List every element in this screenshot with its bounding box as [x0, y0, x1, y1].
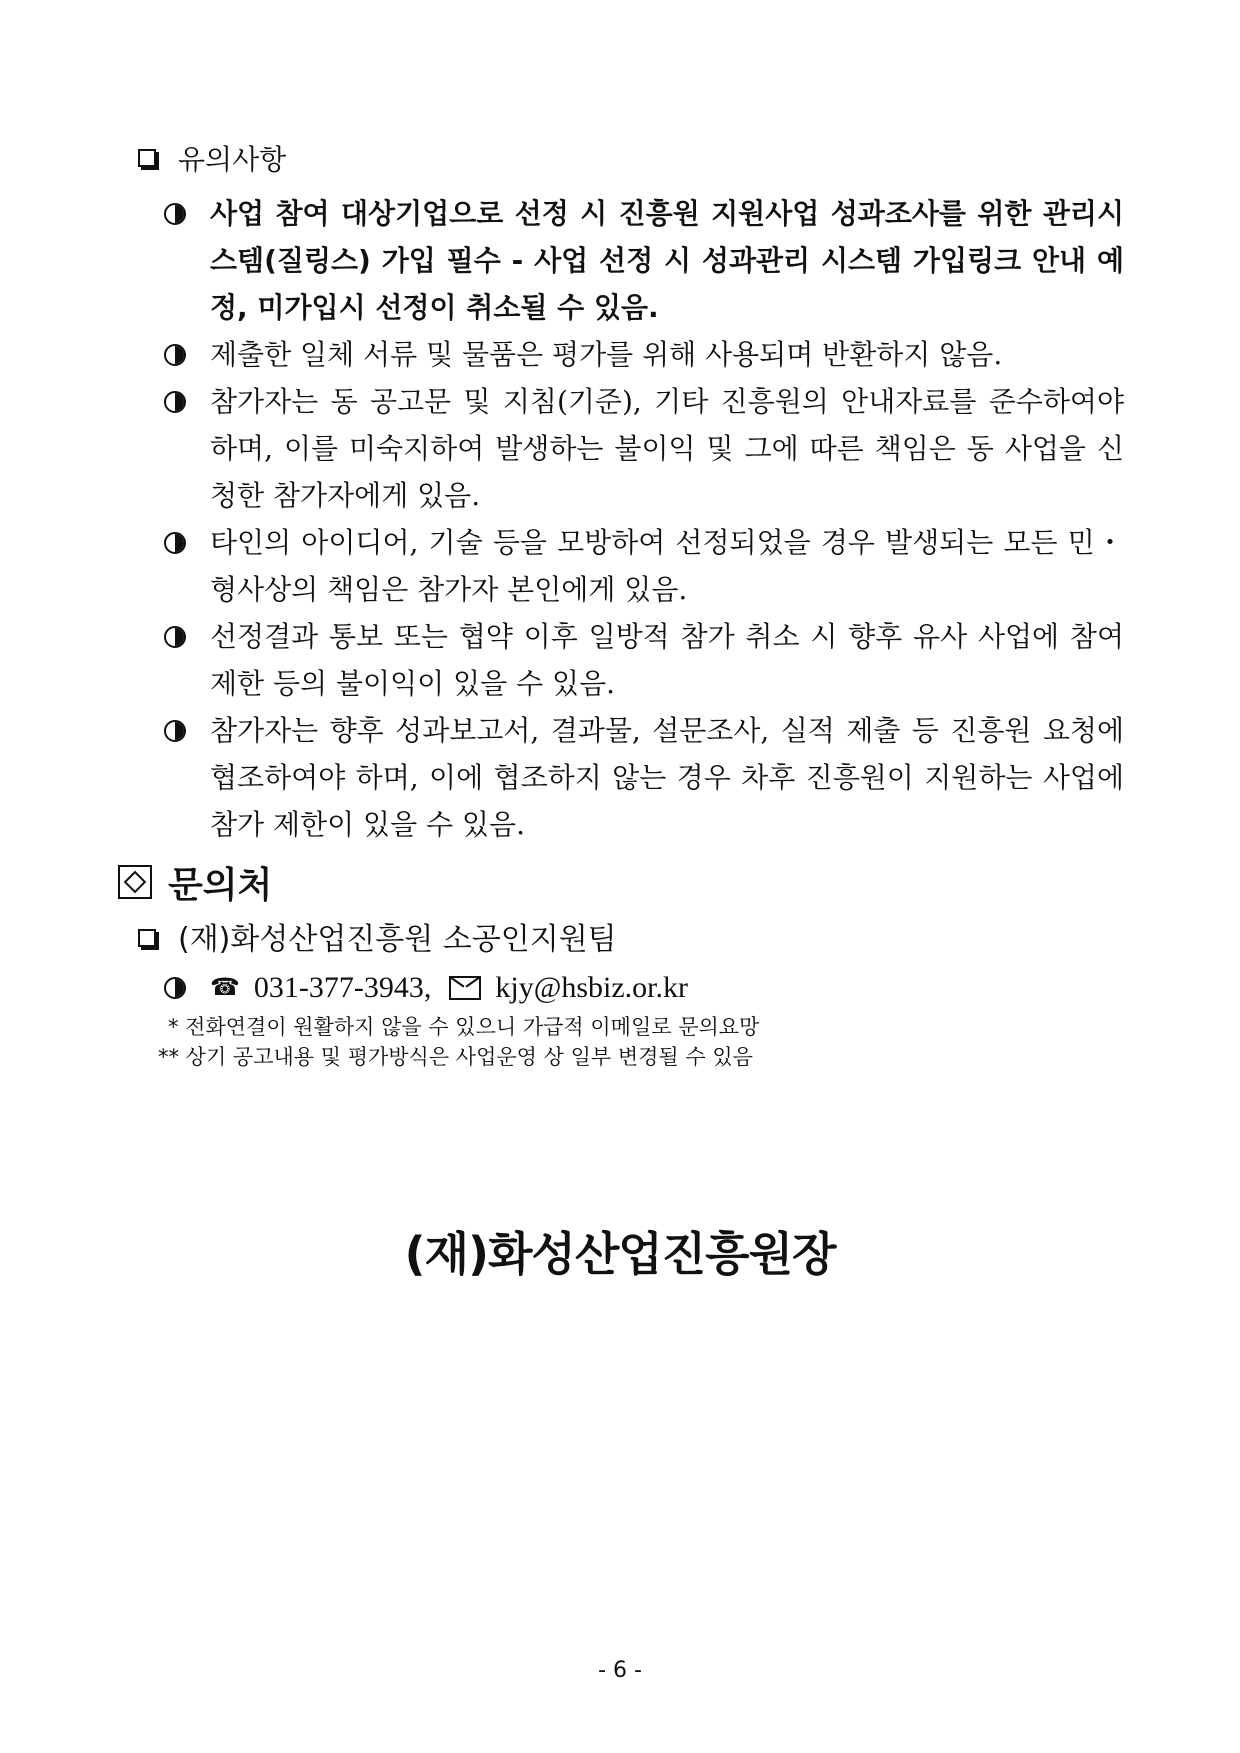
half-circle-bullet-icon — [164, 344, 186, 366]
contact-note-1: * 전화연결이 원활하지 않을 수 있으니 가급적 이메일로 문의요망 — [168, 1015, 760, 1039]
contact-heading — [118, 862, 272, 910]
list-item — [164, 707, 1124, 848]
half-circle-bullet-icon — [164, 203, 186, 225]
contact-note-2: ** 상기 공고내용 및 평가방식은 사업운영 상 일부 변경될 수 있음 — [158, 1045, 753, 1069]
square-bullet-icon — [138, 149, 156, 167]
list-item — [164, 190, 1124, 331]
square-bullet-icon — [138, 929, 156, 947]
list-item-text: 타인의 아이디어, 기술 등을 모방하여 선정되었을 경우 발생되는 모든 민・형사상의 책임은 참가자 본인에게 있음. — [210, 526, 1124, 606]
list-item — [164, 378, 1124, 519]
phone-number: 031-377-3943, — [253, 971, 432, 1004]
list-item-text: 선정결과 통보 또는 협약 이후 일방적 참가 취소 시 향후 유사 사업에 참여제한 등의 불이익이 있을 수 있음. — [210, 620, 1124, 700]
list-item-text: 사업 참여 대상기업으로 선정 시 진흥원 지원사업 성과조사를 위한 관리시스템(질링스) 가입 필수 - 사업 선정 시 성과관리 시스템 가입링크 안내 예정, 미가입시 선정이 취소될 수 있음. — [210, 197, 1124, 324]
list-item — [164, 613, 1124, 707]
signature: (재)화성산업진흥원장 — [404, 1227, 836, 1281]
envelope-icon — [449, 976, 481, 1000]
list-item — [164, 331, 1124, 378]
half-circle-bullet-icon — [164, 626, 186, 648]
contact-org — [138, 918, 617, 962]
list-item — [164, 519, 1124, 613]
half-circle-bullet-icon — [164, 977, 186, 999]
list-item-text: 참가자는 향후 성과보고서, 결과물, 설문조사, 실적 제출 등 진흥원 요청에 협조하여야 하며, 이에 협조하지 않는 경우 차후 진흥원이 지원하는 사업에 참가 제한이 있을 수 있음. — [210, 714, 1124, 841]
list-item-text: 참가자는 동 공고문 및 지침(기준), 기타 진흥원의 안내자료를 준수하여야 하며, 이를 미숙지하여 발생하는 불이익 및 그에 따른 책임은 동 사업을 신청한 참가자에게 있음. — [210, 385, 1124, 512]
org-name: (재)화성산업진흥원 소공인지원팀 — [178, 922, 617, 957]
notes-heading — [138, 140, 286, 180]
half-circle-bullet-icon — [164, 532, 186, 554]
half-circle-bullet-icon — [164, 391, 186, 413]
contact-title: 문의처 — [168, 865, 273, 906]
page-number: - 6 - — [598, 1658, 642, 1683]
contact-details — [164, 966, 688, 1010]
diamond-box-icon — [118, 865, 152, 899]
list-item-text: 제출한 일체 서류 및 물품은 평가를 위해 사용되며 반환하지 않음. — [210, 338, 1003, 371]
notes-list — [164, 190, 1124, 848]
telephone-icon: ☎ — [210, 975, 240, 1001]
notes-title: 유의사항 — [178, 143, 287, 176]
email-address[interactable]: kjy@hsbiz.or.kr — [495, 971, 689, 1004]
half-circle-bullet-icon — [164, 720, 186, 742]
